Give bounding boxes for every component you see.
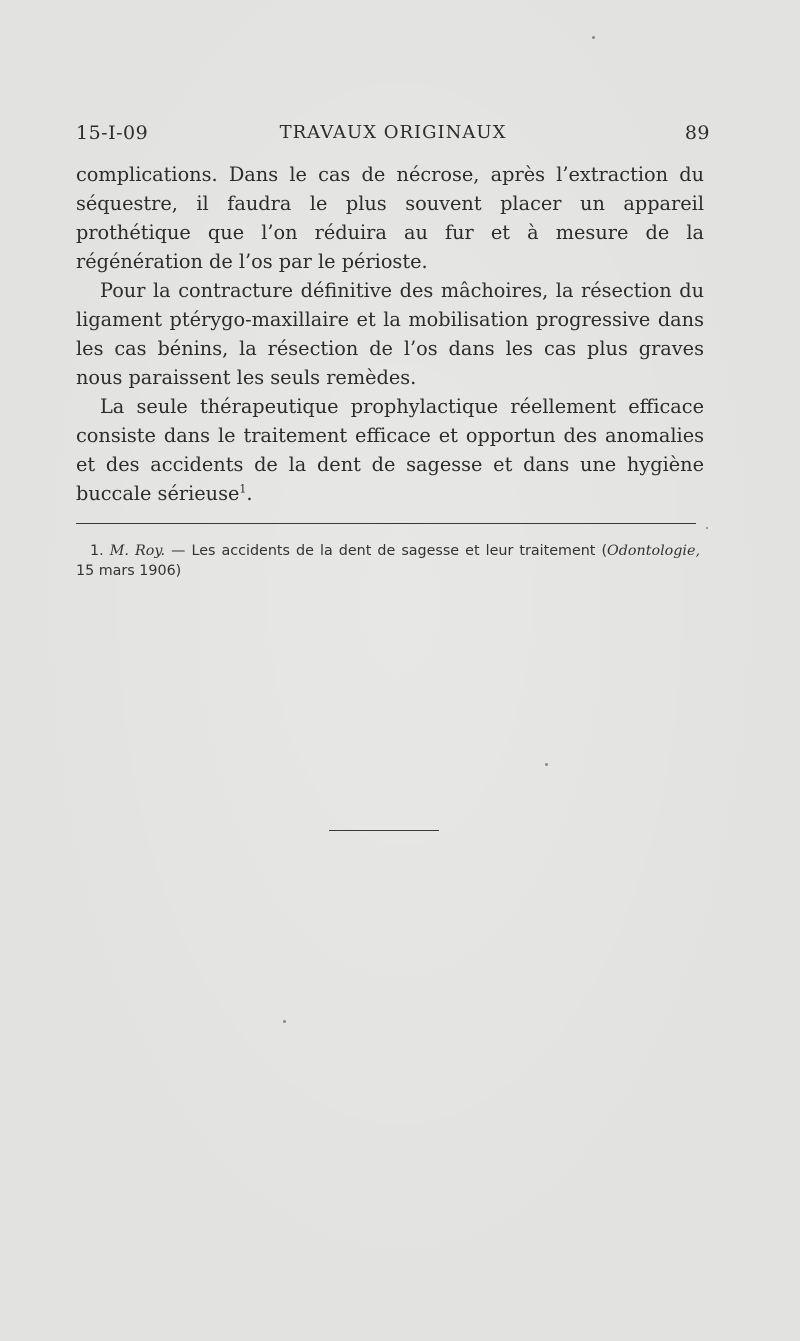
end-rule	[329, 830, 439, 831]
footnote	[76, 541, 700, 581]
paragraph-2: Pour la contracture définitive des mâchoires, la résection du ligament ptérygo-maxillaire et la mobilisation progressive dans les cas bénins, la résection de l’os dans les cas plus graves nous paraissent les seuls remèdes.	[76, 279, 704, 389]
paper-speck	[545, 763, 548, 766]
footnote-separator-rule	[76, 523, 696, 524]
paragraph-3	[76, 392, 704, 508]
header-title: TRAVAUX ORIGINAUX	[279, 122, 507, 143]
footnote-date: 15 mars 1906)	[76, 563, 182, 579]
footnote-number: 1.	[90, 543, 104, 559]
footnote-author: M. Roy.	[109, 543, 166, 559]
paper-speck	[592, 36, 595, 39]
paper-speck	[706, 527, 708, 529]
running-head	[76, 122, 710, 150]
header-date: 15-I-09	[76, 122, 149, 144]
body-text	[76, 160, 704, 508]
paragraph-3-end: .	[246, 482, 253, 505]
page-number: 89	[684, 122, 710, 144]
footnote-text: — Les accidents de la dent de sagesse et leur traitement (	[165, 543, 608, 559]
paragraph-1: complications. Dans le cas de nécrose, après l’extraction du séquestre, il faudra le plus souvent placer un appareil prothétique que l’on réduira au fur et à mesure de la régénération de l’os par le périoste.	[76, 163, 704, 273]
paragraph-3-text: La seule thérapeutique prophylactique réellement efficace consiste dans le traitement efficace et opportun des anomalies et des accidents de la dent de sagesse et dans une hygiène buccale sérieuse	[76, 395, 704, 505]
footnote-reference[interactable]: 1	[239, 482, 247, 496]
paper-speck	[283, 1020, 286, 1023]
footnote-journal: Odontologie,	[607, 543, 700, 559]
